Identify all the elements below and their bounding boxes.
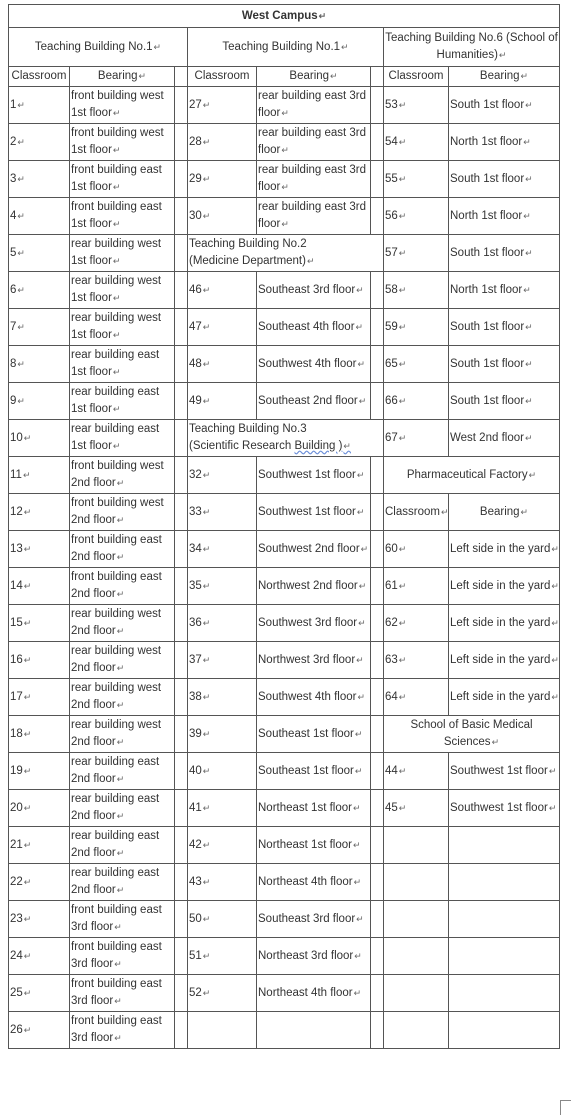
bearing-cell: Southwest 3rd floor ↵ — [257, 605, 371, 642]
spacer-cell — [371, 87, 384, 124]
classroom-number: 41 ↵ — [188, 790, 257, 827]
table-row — [9, 901, 560, 938]
classroom-number: 49 ↵ — [188, 383, 257, 420]
spacer-cell — [175, 124, 188, 161]
spacer-cell — [371, 790, 384, 827]
table-row — [9, 383, 560, 420]
classroom-number: 54 ↵ — [384, 124, 449, 161]
classroom-number: 12 ↵ — [9, 494, 70, 531]
bearing-cell: front building west 1st floor ↵ — [70, 87, 175, 124]
spacer-cell — [371, 161, 384, 198]
spacer-cell — [175, 198, 188, 235]
table-row — [9, 161, 560, 198]
classroom-number: 62 ↵ — [384, 605, 449, 642]
classroom-number: 50 ↵ — [188, 901, 257, 938]
empty-cell — [384, 827, 449, 864]
classroom-number: 42 ↵ — [188, 827, 257, 864]
bearing-cell: rear building east 3rd floor ↵ — [257, 161, 371, 198]
header-teaching-building-6: Teaching Building No.6 (School of Humanities) ↵ — [384, 28, 560, 67]
classroom-number: 32 ↵ — [188, 457, 257, 494]
subheader-school-basic-medical-sciences: School of Basic Medical Sciences ↵ — [384, 716, 560, 753]
spacer-cell — [371, 124, 384, 161]
classroom-number: 1 ↵ — [9, 87, 70, 124]
spacer-cell — [175, 272, 188, 309]
classroom-number: 20 ↵ — [9, 790, 70, 827]
classroom-number: 8 ↵ — [9, 346, 70, 383]
subheader-teaching-building-2: Teaching Building No.2 (Medicine Department) ↵ — [188, 235, 384, 272]
spacer-cell — [175, 87, 188, 124]
spacer-cell — [371, 67, 384, 87]
spacer-cell — [175, 753, 188, 790]
bearing-cell: front building west 2nd floor ↵ — [70, 494, 175, 531]
bearing-cell: Left side in the yard ↵ — [449, 679, 560, 716]
bearing-cell: North 1st floor ↵ — [449, 272, 560, 309]
bearing-cell: front building east 1st floor ↵ — [70, 198, 175, 235]
table-row — [9, 605, 560, 642]
bearing-cell: Southeast 3rd floor ↵ — [257, 272, 371, 309]
spacer-cell — [371, 346, 384, 383]
table-row — [9, 975, 560, 1012]
bearing-cell: rear building east 2nd floor ↵ — [70, 864, 175, 901]
classroom-number: 7 ↵ — [9, 309, 70, 346]
classroom-number: 3 ↵ — [9, 161, 70, 198]
spacer-cell — [371, 605, 384, 642]
classroom-number: 56 ↵ — [384, 198, 449, 235]
empty-cell — [384, 901, 449, 938]
spacer-cell — [175, 531, 188, 568]
bearing-cell: rear building west 1st floor ↵ — [70, 235, 175, 272]
bearing-cell: Northeast 4th floor ↵ — [257, 864, 371, 901]
spacer-cell — [175, 790, 188, 827]
classroom-number: 28 ↵ — [188, 124, 257, 161]
bearing-cell: South 1st floor ↵ — [449, 87, 560, 124]
classroom-number: 5 ↵ — [9, 235, 70, 272]
bearing-cell: front building west 1st floor ↵ — [70, 124, 175, 161]
bearing-cell: Southeast 4th floor ↵ — [257, 309, 371, 346]
classroom-number: 10 ↵ — [9, 420, 70, 457]
spacer-cell — [371, 679, 384, 716]
spacer-cell — [175, 679, 188, 716]
bearing-cell: South 1st floor ↵ — [449, 383, 560, 420]
bearing-cell: rear building east 1st floor ↵ — [70, 420, 175, 457]
bearing-cell: rear building east 3rd floor ↵ — [257, 87, 371, 124]
bearing-cell: Southwest 1st floor ↵ — [449, 753, 560, 790]
spacer-cell — [175, 67, 188, 87]
spacer-cell — [371, 1012, 384, 1049]
empty-cell — [449, 938, 560, 975]
bearing-cell: rear building west 1st floor ↵ — [70, 272, 175, 309]
classroom-number: 15 ↵ — [9, 605, 70, 642]
table-row — [9, 753, 560, 790]
spacer-cell — [371, 457, 384, 494]
bearing-cell: rear building west 2nd floor ↵ — [70, 716, 175, 753]
bearing-cell: front building east 2nd floor ↵ — [70, 568, 175, 605]
classroom-number: 63 ↵ — [384, 642, 449, 679]
classroom-number: 30 ↵ — [188, 198, 257, 235]
bearing-cell: Southwest 1st floor ↵ — [257, 457, 371, 494]
bearing-cell: rear building east 3rd floor ↵ — [257, 124, 371, 161]
bearing-cell: rear building east 3rd floor ↵ — [257, 198, 371, 235]
bearing-cell: Southwest 2nd floor ↵ — [257, 531, 371, 568]
bearing-cell: West 2nd floor ↵ — [449, 420, 560, 457]
spacer-cell — [371, 198, 384, 235]
table-title: West Campus ↵ — [9, 5, 560, 28]
classroom-number: 2 ↵ — [9, 124, 70, 161]
bearing-cell: Northeast 3rd floor ↵ — [257, 938, 371, 975]
spacer-cell — [175, 642, 188, 679]
classroom-number: 13 ↵ — [9, 531, 70, 568]
bearing-cell: Southeast 1st floor ↵ — [257, 716, 371, 753]
empty-cell — [449, 975, 560, 1012]
bearing-cell: Northwest 2nd floor ↵ — [257, 568, 371, 605]
empty-cell — [449, 864, 560, 901]
header-teaching-building-1-b: Teaching Building No.1 ↵ — [188, 28, 384, 67]
bearing-cell: Southwest 1st floor ↵ — [449, 790, 560, 827]
spacer-cell — [175, 716, 188, 753]
classroom-number: 24 ↵ — [9, 938, 70, 975]
classroom-number: 23 ↵ — [9, 901, 70, 938]
column-header-bearing: Bearing ↵ — [257, 67, 371, 87]
subheader-pharmaceutical-factory: Pharmaceutical Factory ↵ — [384, 457, 560, 494]
table-row — [9, 716, 560, 753]
classroom-number: 58 ↵ — [384, 272, 449, 309]
bearing-cell: front building east 1st floor ↵ — [70, 161, 175, 198]
bearing-cell: rear building east 2nd floor ↵ — [70, 790, 175, 827]
classroom-number: 66 ↵ — [384, 383, 449, 420]
classroom-number: 67 ↵ — [384, 420, 449, 457]
spacer-cell — [175, 901, 188, 938]
spacer-cell — [371, 901, 384, 938]
classroom-number: 36 ↵ — [188, 605, 257, 642]
bearing-cell: front building west 2nd floor ↵ — [70, 457, 175, 494]
table-row — [9, 531, 560, 568]
spacer-cell — [175, 605, 188, 642]
bearing-cell: South 1st floor ↵ — [449, 309, 560, 346]
spacer-cell — [371, 531, 384, 568]
table-row — [9, 827, 560, 864]
table-row — [9, 420, 560, 457]
column-header-classroom: Classroom — [384, 67, 449, 87]
table-row — [9, 568, 560, 605]
empty-cell — [384, 864, 449, 901]
spacer-cell — [371, 827, 384, 864]
table-row — [9, 457, 560, 494]
spacer-cell — [175, 346, 188, 383]
bearing-cell: Southwest 1st floor ↵ — [257, 494, 371, 531]
classroom-number: 11 ↵ — [9, 457, 70, 494]
table-row — [9, 346, 560, 383]
classroom-number: 34 ↵ — [188, 531, 257, 568]
spacer-cell — [371, 938, 384, 975]
classroom-number: 33 ↵ — [188, 494, 257, 531]
classroom-number: 35 ↵ — [188, 568, 257, 605]
bearing-cell: Northeast 1st floor ↵ — [257, 827, 371, 864]
bearing-cell: front building east 3rd floor ↵ — [70, 938, 175, 975]
classroom-number: 27 ↵ — [188, 87, 257, 124]
empty-cell — [257, 1012, 371, 1049]
spacer-cell — [175, 975, 188, 1012]
column-header-bearing: Bearing ↵ — [449, 494, 560, 531]
table-row — [9, 642, 560, 679]
bearing-cell: Northeast 4th floor ↵ — [257, 975, 371, 1012]
column-header-classroom: Classroom — [188, 67, 257, 87]
bearing-cell: Left side in the yard ↵ — [449, 642, 560, 679]
spacer-cell — [175, 568, 188, 605]
classroom-number: 16 ↵ — [9, 642, 70, 679]
classroom-number: 46 ↵ — [188, 272, 257, 309]
table-row — [9, 938, 560, 975]
bearing-cell: rear building west 1st floor ↵ — [70, 309, 175, 346]
bearing-cell: front building east 3rd floor ↵ — [70, 901, 175, 938]
bearing-cell: South 1st floor ↵ — [449, 346, 560, 383]
bearing-cell: South 1st floor ↵ — [449, 161, 560, 198]
table-row — [9, 494, 560, 531]
bearing-cell: North 1st floor ↵ — [449, 198, 560, 235]
classroom-number: 22 ↵ — [9, 864, 70, 901]
classroom-number: 48 ↵ — [188, 346, 257, 383]
column-header-classroom: Classroom — [9, 67, 70, 87]
classroom-number: 60 ↵ — [384, 531, 449, 568]
bearing-cell: Southeast 2nd floor ↵ — [257, 383, 371, 420]
bearing-cell: front building east 2nd floor ↵ — [70, 531, 175, 568]
spacer-cell — [371, 383, 384, 420]
spacer-cell — [371, 864, 384, 901]
classroom-number: 19 ↵ — [9, 753, 70, 790]
bearing-cell: Southeast 1st floor ↵ — [257, 753, 371, 790]
classroom-number: 4 ↵ — [9, 198, 70, 235]
table-row — [9, 272, 560, 309]
bearing-cell: Left side in the yard ↵ — [449, 605, 560, 642]
classroom-number: 51 ↵ — [188, 938, 257, 975]
bearing-cell: rear building east 2nd floor ↵ — [70, 753, 175, 790]
empty-cell — [188, 1012, 257, 1049]
bearing-cell: rear building east 1st floor ↵ — [70, 383, 175, 420]
table-row — [9, 679, 560, 716]
empty-cell — [384, 975, 449, 1012]
bearing-cell: South 1st floor ↵ — [449, 235, 560, 272]
spacer-cell — [371, 642, 384, 679]
bearing-cell: Southeast 3rd floor ↵ — [257, 901, 371, 938]
classroom-number: 52 ↵ — [188, 975, 257, 1012]
spacer-cell — [371, 568, 384, 605]
classroom-number: 53 ↵ — [384, 87, 449, 124]
table-row — [9, 198, 560, 235]
spacer-cell — [175, 494, 188, 531]
spacer-cell — [371, 975, 384, 1012]
spacer-cell — [371, 272, 384, 309]
subheader-teaching-building-3: Teaching Building No.3 (Scientific Research Building ) ↵ — [188, 420, 384, 457]
table-row — [9, 124, 560, 161]
table-row — [9, 864, 560, 901]
classroom-number: 38 ↵ — [188, 679, 257, 716]
bearing-cell: Left side in the yard ↵ — [449, 568, 560, 605]
classroom-number: 65 ↵ — [384, 346, 449, 383]
header-teaching-building-1-a: Teaching Building No.1 ↵ — [9, 28, 188, 67]
spacer-cell — [371, 753, 384, 790]
classroom-number: 6 ↵ — [9, 272, 70, 309]
spacer-cell — [175, 457, 188, 494]
column-header-bearing: Bearing ↵ — [449, 67, 560, 87]
table-row — [9, 309, 560, 346]
bearing-cell: rear building west 2nd floor ↵ — [70, 679, 175, 716]
spacer-cell — [175, 383, 188, 420]
spacer-cell — [175, 864, 188, 901]
classroom-number: 26 ↵ — [9, 1012, 70, 1049]
classroom-number: 39 ↵ — [188, 716, 257, 753]
spacer-cell — [371, 309, 384, 346]
classroom-number: 21 ↵ — [9, 827, 70, 864]
column-header-classroom: Classroom ↵ — [384, 494, 449, 531]
bearing-cell: Northwest 3rd floor ↵ — [257, 642, 371, 679]
classroom-number: 57 ↵ — [384, 235, 449, 272]
empty-cell — [449, 827, 560, 864]
spacer-cell — [371, 494, 384, 531]
spacer-cell — [175, 827, 188, 864]
spacer-cell — [175, 235, 188, 272]
classroom-number: 59 ↵ — [384, 309, 449, 346]
bearing-cell: rear building west 2nd floor ↵ — [70, 642, 175, 679]
classroom-number: 64 ↵ — [384, 679, 449, 716]
bearing-cell: North 1st floor ↵ — [449, 124, 560, 161]
spacer-cell — [175, 161, 188, 198]
empty-cell — [449, 901, 560, 938]
bearing-cell: Southwest 4th floor ↵ — [257, 346, 371, 383]
bearing-cell: front building east 3rd floor ↵ — [70, 975, 175, 1012]
bearing-cell: rear building east 2nd floor ↵ — [70, 827, 175, 864]
table-row — [9, 235, 560, 272]
classroom-number: 14 ↵ — [9, 568, 70, 605]
classroom-number: 17 ↵ — [9, 679, 70, 716]
classroom-number: 29 ↵ — [188, 161, 257, 198]
table-row — [9, 87, 560, 124]
empty-cell — [384, 938, 449, 975]
classroom-number: 55 ↵ — [384, 161, 449, 198]
classroom-number: 25 ↵ — [9, 975, 70, 1012]
empty-cell — [384, 1012, 449, 1049]
spacer-cell — [175, 420, 188, 457]
spacer-cell — [175, 309, 188, 346]
classroom-number: 18 ↵ — [9, 716, 70, 753]
spacer-cell — [175, 938, 188, 975]
classroom-number: 37 ↵ — [188, 642, 257, 679]
bearing-cell: Left side in the yard ↵ — [449, 531, 560, 568]
spacer-cell — [371, 716, 384, 753]
bearing-cell: Southwest 4th floor ↵ — [257, 679, 371, 716]
classroom-number: 40 ↵ — [188, 753, 257, 790]
column-header-bearing: Bearing ↵ — [70, 67, 175, 87]
bearing-cell: front building east 3rd floor ↵ — [70, 1012, 175, 1049]
table-row — [9, 790, 560, 827]
bearing-cell: rear building east 1st floor ↵ — [70, 346, 175, 383]
table-row — [9, 1012, 560, 1049]
bearing-cell: Northeast 1st floor ↵ — [257, 790, 371, 827]
page-corner-mark — [560, 1100, 571, 1115]
bearing-cell: rear building west 2nd floor ↵ — [70, 605, 175, 642]
classroom-table — [8, 4, 560, 1049]
spacer-cell — [175, 1012, 188, 1049]
empty-cell — [449, 1012, 560, 1049]
classroom-number: 44 ↵ — [384, 753, 449, 790]
classroom-number: 43 ↵ — [188, 864, 257, 901]
classroom-number: 47 ↵ — [188, 309, 257, 346]
classroom-number: 45 ↵ — [384, 790, 449, 827]
classroom-number: 61 ↵ — [384, 568, 449, 605]
classroom-number: 9 ↵ — [9, 383, 70, 420]
